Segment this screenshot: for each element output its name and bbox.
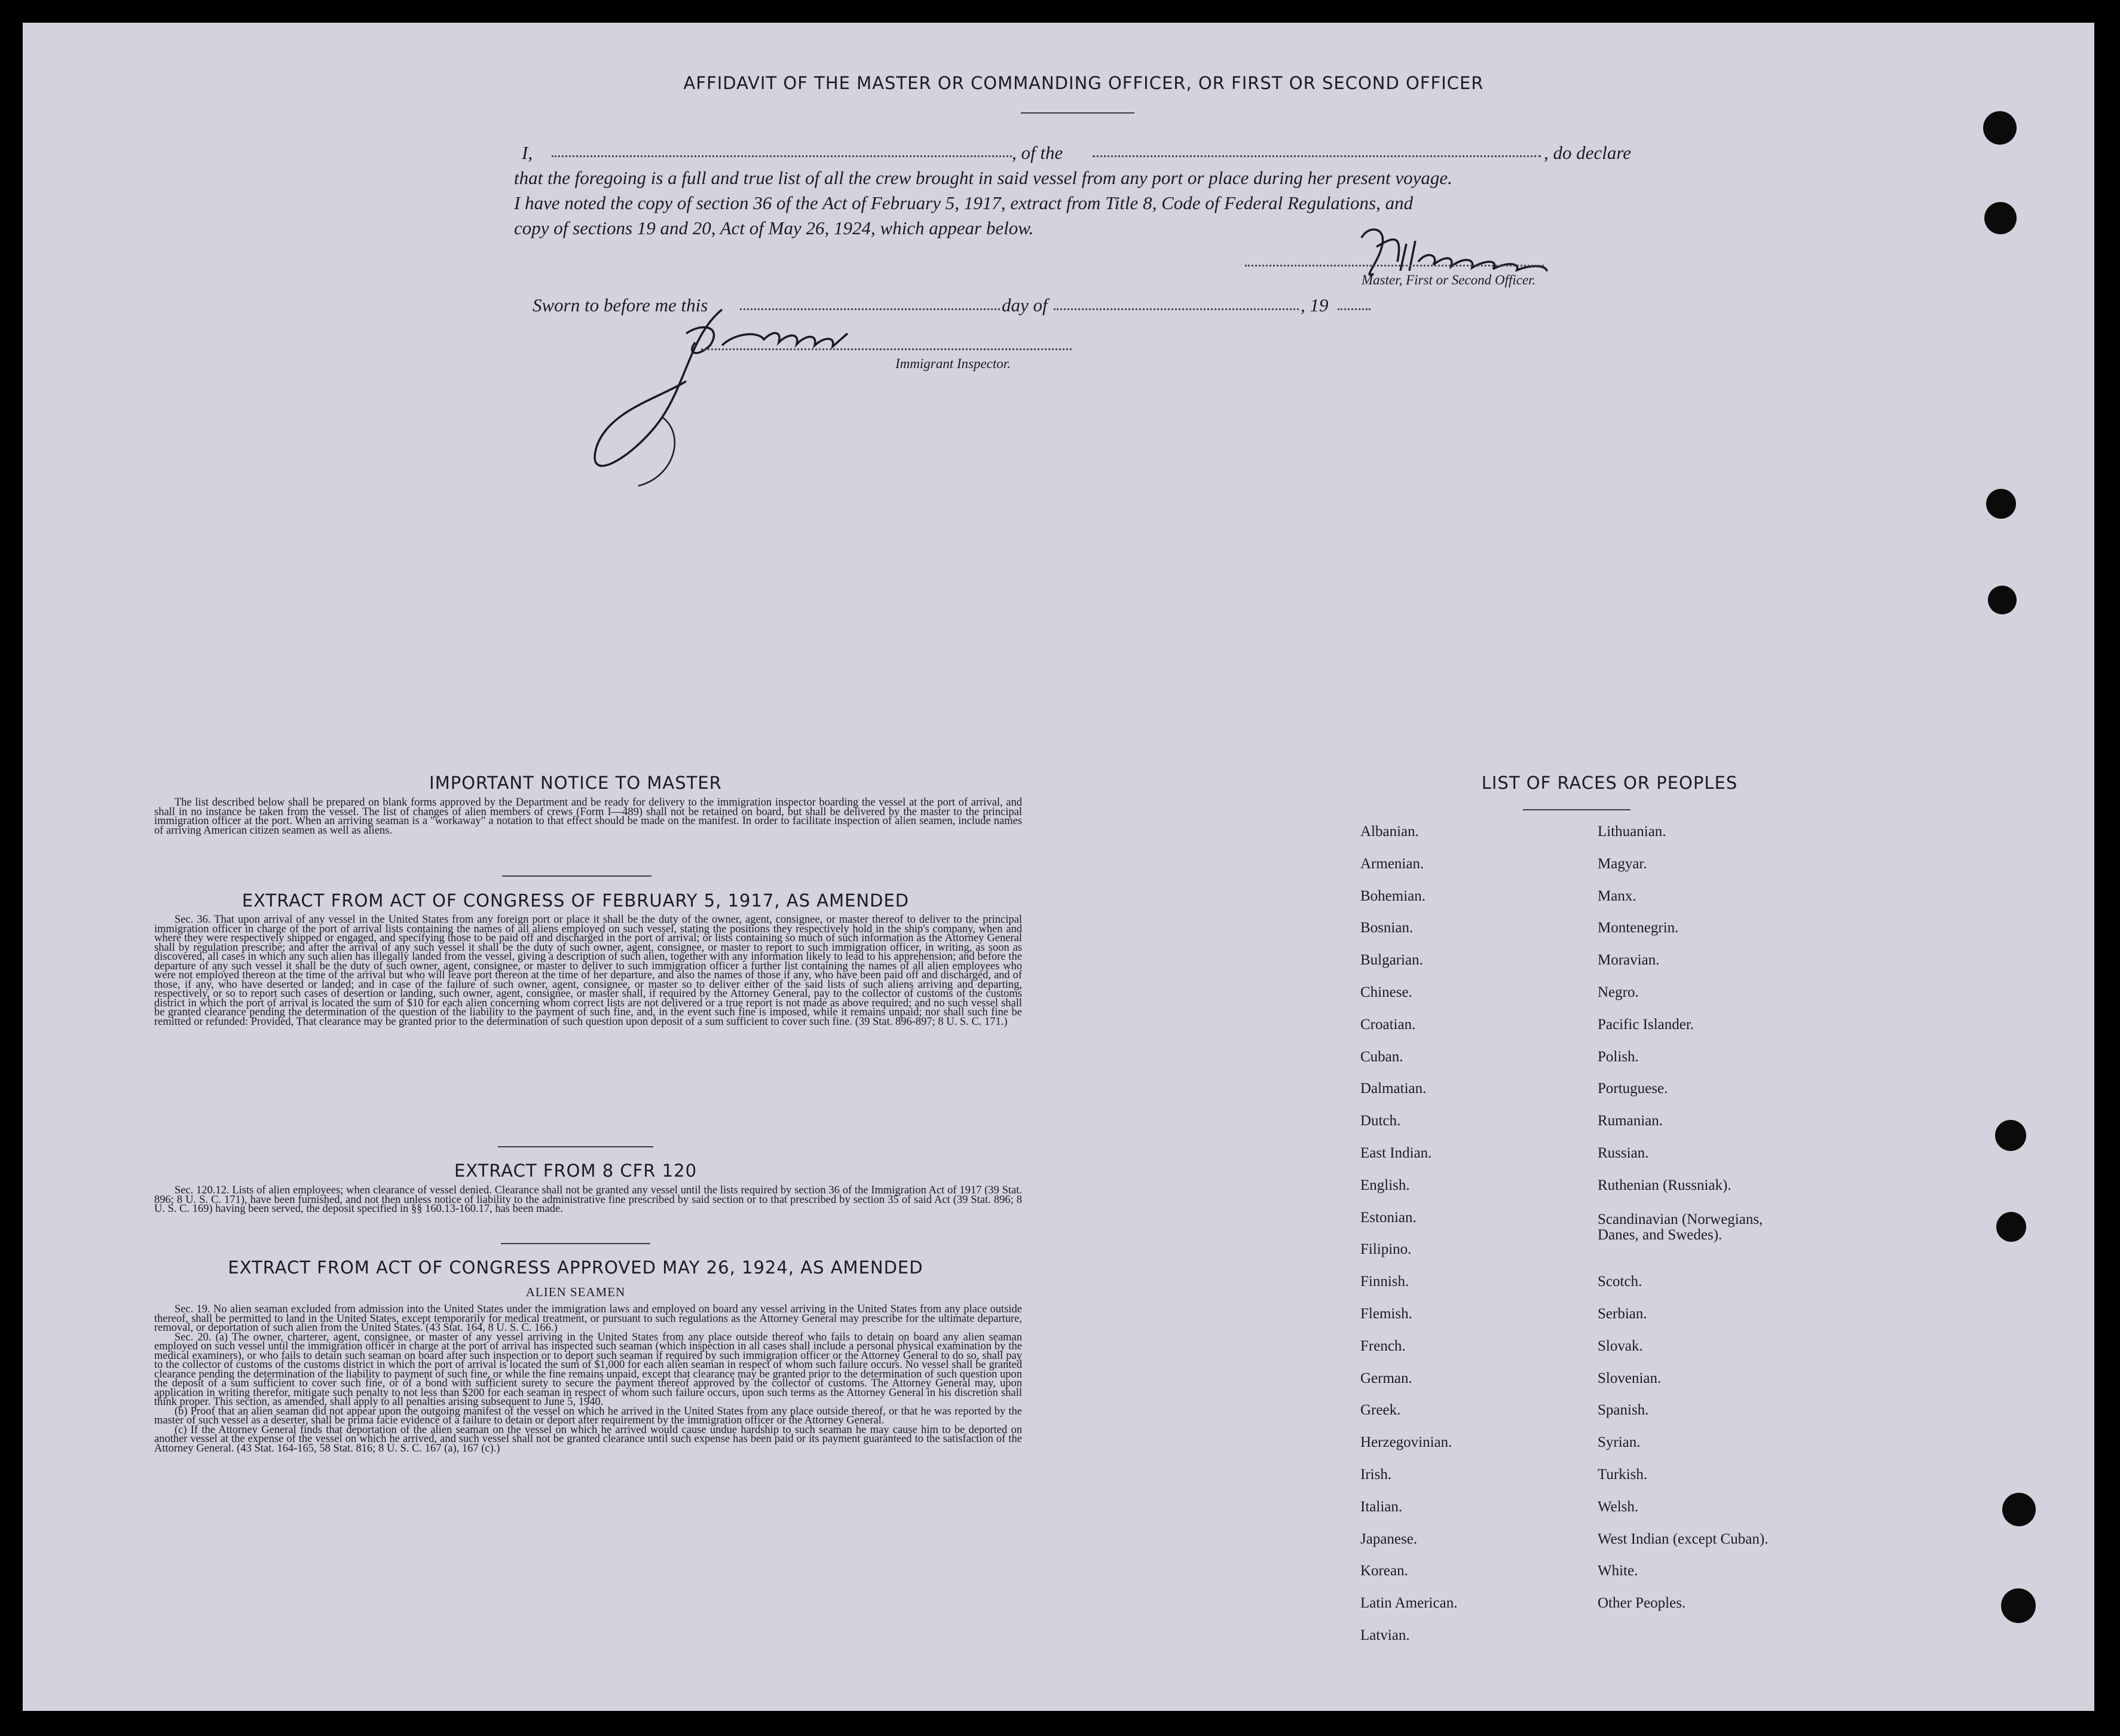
race-item: Korean.: [1360, 1563, 1408, 1579]
races-title: LIST OF RACES OR PEOPLES: [1481, 773, 1738, 793]
race-item: Slovenian.: [1598, 1370, 1662, 1386]
extract-cfr-text: [154, 1186, 1022, 1214]
race-item: Croatian.: [1360, 1016, 1416, 1033]
race-item: Negro.: [1598, 984, 1639, 1000]
race-item: Polish.: [1598, 1048, 1639, 1065]
inspector-signature-line: [701, 348, 1072, 350]
notice-text: [154, 798, 1022, 835]
sec-20a-paragraph: Sec. 20. (a) The owner, charterer, agent, consignee, or master of any vessel arriving in the United States from any place outside thereof who fails to detain on board any alien seaman employed on such vessel until the immigration officer in charge at the port of arrival has inspected such seaman (which inspection in all cases shall include a personal physical examination by the medical examiners), or who fails to detain such seaman on board after such inspection or to deport such seaman if required by such immigration officer or the Attorney General to do so, shall pay to the collector of customs of the customs district in which the port of arrival is located the sum of $1,000 for each alien seaman in respect of whom such failure occurs. No vessel shall be granted clearance pending the determination of the liability to payment of such fine, or while the fine remains unpaid, except that clearance may be granted prior to the determination of such question upon the deposit of a sum sufficient to cover such fine, or of a bond with sufficient surety to secure the payment thereof approved by the collector of customs. The Attorney General may, upon application in writing therefor, mitigate such penalty to not less than $200 for each seaman in respect of whom such failure occurs, upon such terms as the Attorney General in his discretion shall think proper. This section, as amended, shall apply to all penalties arising subsequent to June 5, 1940.: [154, 1331, 1022, 1408]
race-item: Welsh.: [1598, 1498, 1639, 1515]
race-item: Lithuanian.: [1598, 823, 1666, 840]
race-item: Japanese.: [1360, 1530, 1418, 1547]
race-item: English.: [1360, 1177, 1410, 1193]
notice-divider: [502, 875, 651, 877]
extract-cfr-divider: [501, 1243, 650, 1244]
sworn-text: Sworn to before me this: [533, 295, 708, 316]
race-item: Slovak.: [1598, 1337, 1643, 1354]
punch-hole: [1983, 111, 2017, 145]
race-item: Albanian.: [1360, 823, 1419, 840]
race-item: Cuban.: [1360, 1048, 1403, 1065]
race-item: Italian.: [1360, 1498, 1403, 1515]
extract-1917-text: [154, 916, 1022, 1027]
race-item: Ruthenian (Russniak).: [1598, 1177, 1732, 1193]
races-left-column: [1360, 823, 1457, 1660]
sec-36-paragraph: Sec. 36. That upon arrival of any vessel in the United States from any foreign port or place it shall be the duty of the owner, agent, consignee, or master thereof to deliver to the principal immigration officer in charge of the port of arrival lists containing the names of all aliens employed on such vessel, stating the positions they respectively hold in the ship's company, when and where they were respectively shipped or engaged, and specifying those to be paid off and discharged in the port of arrival; or lists containing so much of such information as the Attorney General shall by regulation prescribe; and after the arrival of any such vessel it shall be the duty of such owner, agent, consignee, or master to report to such immigration officer, in writing, as soon as discovered, all cases in which any such alien has illegally landed from the vessel, giving a description of such alien, together with any information likely to lead to his apprehension; and before the departure of any such vessel it shall be the duty of such owner, agent, consignee, or master to deliver to such immigration officer a further list containing the names of all alien employees who were not employed thereon at the time of the arrival but who will leave port thereon at the time of her departure, and also the names of those if any, who have been paid off and discharged, and of those, if any, who have deserted or landed; and in case of the failure of such owner, agent, consignee, or master so to deliver either of the said lists of such aliens arriving and departing, respectively, or so to report such cases of desertion or landing, such owner, agent, consignee, or master shall, if required by the Attorney General, pay to the collector of customs of the customs district in which the port of arrival is located the sum of $10 for each alien concerning whom correct lists are not delivered or a true report is not made as above required; and no such vessel shall be granted clearance pending the determination of the question of the liability to the payment of such fine, and, in the event such fine is imposed, while it remains unpaid; nor shall such fine be remitted or refunded: Provided, That clearance may be granted prior to the determination of such question upon deposit of a sum sufficient to cover such fine. (39 Stat. 896-897; 8 U. S. C. 171.): [154, 914, 1022, 1028]
race-item: Greek.: [1360, 1402, 1401, 1419]
punch-hole: [1996, 1212, 2026, 1242]
affidavit-i: I,: [522, 142, 533, 163]
punch-hole: [1995, 1120, 2026, 1151]
race-item: Filipino.: [1360, 1241, 1412, 1258]
punch-hole: [1988, 586, 2017, 614]
vessel-blank: [1093, 155, 1541, 157]
race-item: Dalmatian.: [1360, 1080, 1427, 1097]
race-item: Russian.: [1598, 1144, 1649, 1161]
day-of-text: day of: [1002, 295, 1048, 316]
notice-title: IMPORTANT NOTICE TO MASTER: [429, 773, 722, 793]
master-signature-line: [1245, 265, 1544, 267]
affidavit-title: AFFIDAVIT OF THE MASTER OR COMMANDING OFFICER, OR FIRST OR SECOND OFFICER: [683, 73, 1484, 93]
punch-hole: [2001, 1588, 2036, 1623]
race-item: Serbian.: [1598, 1305, 1647, 1322]
races-right-column: [1598, 823, 1789, 1627]
race-item: Dutch.: [1360, 1113, 1401, 1129]
race-item: Irish.: [1360, 1466, 1392, 1483]
month-blank: [1054, 308, 1299, 310]
punch-hole: [1986, 489, 2016, 519]
race-item: Finnish.: [1360, 1273, 1409, 1290]
extract-cfr-title: EXTRACT FROM 8 CFR 120: [454, 1161, 698, 1181]
year-text: , 19: [1301, 295, 1329, 316]
race-item: Moravian.: [1598, 952, 1660, 969]
master-caption: Master, First or Second Officer.: [1362, 273, 1536, 287]
affidavit-of-the: , of the: [1012, 142, 1063, 163]
punch-hole: [1984, 202, 2017, 234]
race-item: German.: [1360, 1370, 1412, 1386]
race-item: Syrian.: [1598, 1434, 1641, 1451]
sec-20b-paragraph: (b) Proof that an alien seaman did not appear upon the outgoing manifest of the vessel on which he arrived in the United States from any place outside thereof, or that he was reported by the master of such vessel as a deserter, shall be prima facie evidence of a failure to detain or deport after requirement by the immigration officer or the Attorney General.: [154, 1405, 1022, 1426]
inspector-signature: [567, 298, 997, 495]
punch-hole: [2002, 1493, 2036, 1526]
race-item: Bosnian.: [1360, 920, 1414, 936]
race-item: Portuguese.: [1598, 1080, 1668, 1097]
race-item: Latvian.: [1360, 1627, 1410, 1643]
race-item: West Indian (except Cuban).: [1598, 1530, 1769, 1547]
year-blank: [1338, 308, 1370, 310]
alien-seamen-subtitle: ALIEN SEAMEN: [525, 1285, 626, 1299]
name-blank: [552, 155, 1012, 157]
races-divider: [1523, 809, 1630, 810]
race-item: Chinese.: [1360, 984, 1412, 1000]
notice-paragraph: The list described below shall be prepared on blank forms approved by the Department and be ready for delivery to the immigration inspector boarding the vessel at the port of arrival, and shall in no instance be taken from the vessel. The list of changes of alien members of crews (Form I—489) shall not be retained on board, but shall be delivered by the master to the principal immigration officer at the port. When an arriving seaman is a "workaway" a notation to that effect should be made on the manifest. In order to facilitate inspection of alien seamen, include names of arriving American citizen seamen as well as aliens.: [154, 797, 1022, 837]
race-item: Estonian.: [1360, 1209, 1417, 1226]
affidavit-line-4: copy of sections 19 and 20, Act of May 26, 1924, which appear below.: [514, 218, 1034, 238]
race-item: Magyar.: [1598, 855, 1647, 872]
race-item: Turkish.: [1598, 1466, 1648, 1483]
race-item: Pacific Islander.: [1598, 1016, 1694, 1033]
race-item: East Indian.: [1360, 1144, 1432, 1161]
inspector-caption: Immigrant Inspector.: [895, 356, 1011, 371]
document-page: [23, 23, 2094, 1711]
race-item: Scotch.: [1598, 1273, 1642, 1290]
race-item: Flemish.: [1360, 1305, 1412, 1322]
race-item: Bohemian.: [1360, 887, 1426, 904]
race-item: Latin American.: [1360, 1595, 1458, 1612]
race-item: Rumanian.: [1598, 1113, 1663, 1129]
race-item: Armenian.: [1360, 855, 1424, 872]
race-item: Bulgarian.: [1360, 952, 1423, 969]
extract-1924-text: [154, 1305, 1022, 1453]
affidavit-line-2: that the foregoing is a full and true list of all the crew brought in said vessel from any port or place during her present voyage.: [514, 167, 1452, 188]
race-item: Montenegrin.: [1598, 920, 1679, 936]
sec-20c-paragraph: (c) If the Attorney General finds that deportation of the alien seaman on the vessel on which he arrived would cause undue hardship to such seaman he may cause him to be deported on another vessel at the expense of the vessel on which he arrived, and such vessel shall not be granted clearance until such expense has been paid or its payment guaranteed to the satisfaction of the Attorney General. (43 Stat. 164-165, 58 Stat. 816; 8 U. S. C. 167 (a), 167 (c).): [154, 1423, 1022, 1455]
extract-1917-title: EXTRACT FROM ACT OF CONGRESS OF FEBRUARY 5, 1917, AS AMENDED: [241, 890, 910, 911]
race-item: Scandinavian (Norwegians, Danes, and Swedes).: [1598, 1211, 1763, 1243]
race-item: Spanish.: [1598, 1402, 1649, 1419]
race-item: White.: [1598, 1563, 1638, 1579]
affidavit-declare: , do declare: [1544, 142, 1632, 163]
race-item: Other Peoples.: [1598, 1595, 1686, 1612]
extract-1917-divider: [498, 1146, 653, 1147]
extract-1924-title: EXTRACT FROM ACT OF CONGRESS APPROVED MAY 26, 1924, AS AMENDED: [228, 1257, 923, 1278]
race-item: Manx.: [1598, 887, 1636, 904]
race-item: Herzegovinian.: [1360, 1434, 1452, 1451]
sec-19-paragraph: Sec. 19. No alien seaman excluded from admission into the United States under the immigration laws and employed on board any vessel arriving in the United States from any place outside thereof, shall be permitted to land in the United States, except temporarily for medical treatment, or pursuant to such regulations as the Attorney General may prescribe for the ultimate departure, removal, or deportation of such alien from the United States. (43 Stat. 164, 8 U. S. C. 166.): [154, 1303, 1022, 1334]
race-item: French.: [1360, 1337, 1406, 1354]
affidavit-line-3: I have noted the copy of section 36 of the Act of February 5, 1917, extract from Title 8, Code of Federal Regulations, and: [514, 192, 1414, 213]
title-divider: [1021, 112, 1134, 114]
sec-120-paragraph: Sec. 120.12. Lists of alien employees; when clearance of vessel denied. Clearance shall not be granted any vessel until the lists required by section 36 of the Immigration Act of 1917 (39 Stat. 896; 8 U. S. C. 171), have been furnished, and not then unless notice of liability to the administrative fine prescribed by said section or to that prescribed by section 35 of said Act (39 Stat. 896; 8 U. S. C. 169) having been served, the deposit specified in §§ 160.13-160.17, has been made.: [154, 1184, 1022, 1215]
